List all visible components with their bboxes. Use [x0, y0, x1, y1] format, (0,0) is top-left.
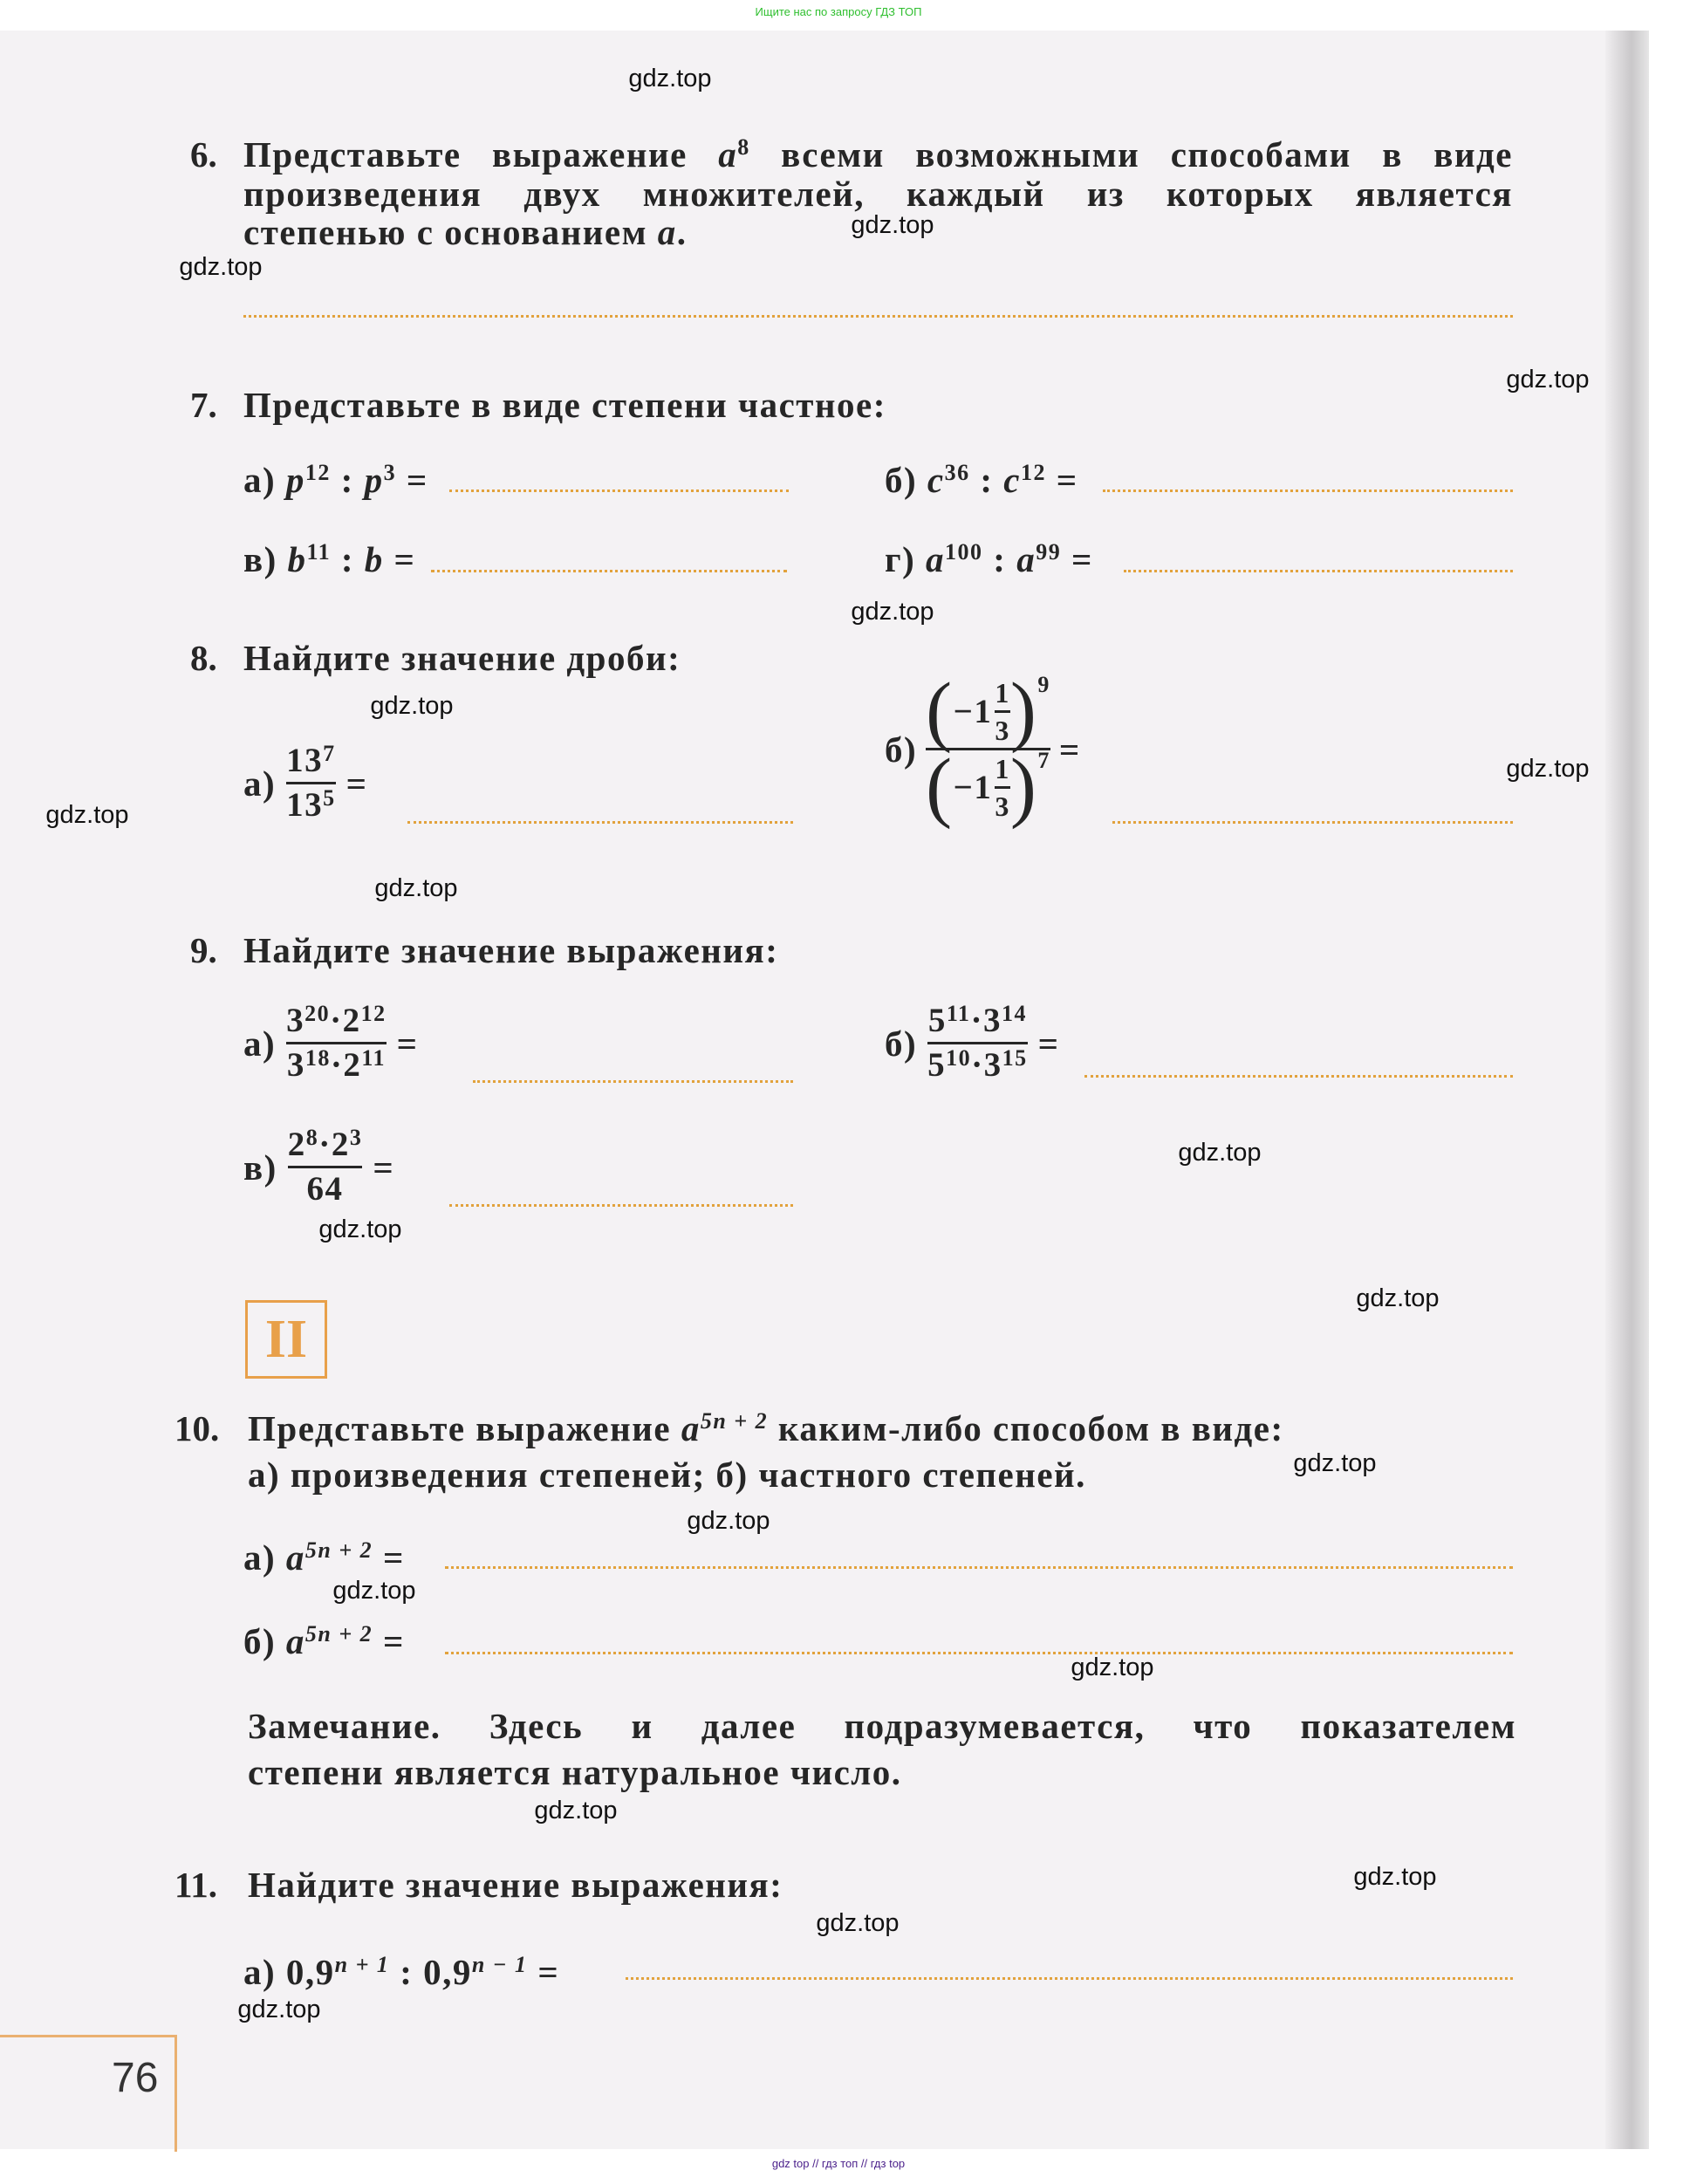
q7-title: Представьте в виде степени частное:	[243, 385, 886, 425]
exp: 7	[1037, 748, 1050, 773]
q11-number: 11.	[174, 1865, 217, 1905]
exp: 7	[323, 741, 336, 766]
base: 3	[286, 1002, 305, 1039]
exp: 99	[1036, 539, 1062, 565]
textbook-page	[0, 31, 1630, 2149]
base: 2	[342, 1002, 361, 1039]
q7b	[885, 459, 1078, 501]
base: 2	[343, 1046, 362, 1084]
exp: 5n + 2	[304, 1621, 373, 1647]
eq: =	[382, 1621, 405, 1661]
exp: 11	[306, 539, 332, 565]
label: а)	[243, 1537, 277, 1578]
eq: =	[406, 460, 428, 500]
q10-var: a	[681, 1408, 701, 1448]
page-number: 76	[112, 2055, 159, 2101]
base: 0,9	[285, 1952, 335, 1992]
base: c	[927, 460, 945, 500]
q11a-answer-line[interactable]	[626, 1977, 1513, 1980]
exp: 100	[945, 539, 983, 565]
q6-number: 6.	[190, 134, 217, 175]
exp: 5n + 2	[304, 1537, 373, 1563]
base: 3	[286, 1046, 305, 1084]
label: б)	[885, 729, 918, 770]
op: ·	[318, 1126, 332, 1163]
base: 5	[927, 1002, 947, 1039]
base: p	[364, 460, 384, 500]
watermark: gdz.top	[1178, 1139, 1262, 1167]
q10-line2: а) произведения степеней; б) частного степеней.	[248, 1455, 1086, 1495]
label: б)	[885, 1023, 918, 1064]
eq: =	[537, 1952, 560, 1992]
base: a	[1016, 539, 1036, 579]
exp: n − 1	[471, 1952, 528, 1977]
watermark: gdz.top	[851, 598, 934, 626]
base: 13	[286, 786, 324, 824]
label: в)	[243, 1147, 277, 1188]
op: ·	[970, 1002, 983, 1039]
q6-line1	[243, 134, 1513, 175]
eq: =	[396, 1023, 419, 1064]
q8b-answer-line[interactable]	[1112, 821, 1513, 824]
q10a-answer-line[interactable]	[445, 1566, 1513, 1569]
q6-text: Представьте выражение	[243, 134, 719, 175]
watermark: gdz.top	[237, 1996, 321, 2023]
base: 13	[286, 742, 324, 779]
exp: 12	[360, 1001, 387, 1026]
base: a	[926, 539, 946, 579]
watermark: gdz.top	[1071, 1653, 1154, 1681]
base: 2	[287, 1126, 306, 1163]
q7c-answer-line[interactable]	[431, 570, 787, 572]
label: в)	[243, 539, 277, 579]
exp: 5	[323, 785, 336, 811]
q6-text: .	[676, 212, 688, 252]
watermark: gdz.top	[45, 801, 129, 829]
q7d	[885, 538, 1093, 580]
eq: =	[393, 539, 416, 579]
q9a-answer-line[interactable]	[473, 1080, 793, 1083]
q9c	[243, 1126, 394, 1208]
watermark: gdz.top	[816, 1909, 900, 1937]
eq: =	[1037, 1023, 1060, 1064]
label: а)	[243, 460, 277, 500]
base: b	[287, 539, 307, 579]
q10-number: 10.	[174, 1408, 220, 1448]
eq: =	[1058, 729, 1081, 770]
watermark: gdz.top	[1506, 755, 1590, 783]
q10-text: каким-либо способом в виде:	[768, 1408, 1284, 1448]
fraction	[286, 1002, 387, 1085]
watermark: gdz.top	[1293, 1449, 1377, 1477]
bottom-banner[interactable]: gdz top // гдз топ // гдз top	[771, 2157, 906, 2170]
q9c-answer-line[interactable]	[449, 1204, 793, 1207]
watermark: gdz.top	[374, 874, 458, 902]
q6-answer-line[interactable]	[243, 315, 1513, 318]
q9a	[243, 1002, 419, 1085]
label: а)	[243, 1023, 277, 1064]
watermark: gdz.top	[851, 211, 934, 239]
fraction-den: 3	[995, 790, 1010, 822]
q9b	[885, 1002, 1060, 1085]
whole: −1	[953, 768, 993, 806]
base: a	[285, 1537, 305, 1578]
op: :	[340, 539, 355, 579]
base: 5	[927, 1046, 947, 1084]
watermark: gdz.top	[1356, 1284, 1440, 1312]
op: :	[980, 460, 994, 500]
whole: −1	[953, 692, 993, 730]
base: p	[285, 460, 305, 500]
base: 2	[331, 1126, 350, 1163]
q6-var: a	[657, 212, 677, 252]
op: ·	[330, 1002, 343, 1039]
q6-var: a	[718, 134, 738, 175]
fraction-den: 3	[995, 714, 1010, 746]
base: 0,9	[423, 1952, 472, 1992]
q6-text: степенью с основанием	[243, 212, 658, 252]
label: г)	[885, 539, 916, 579]
exp: 36	[944, 460, 970, 485]
exp: 12	[1020, 460, 1046, 485]
eq: =	[1071, 539, 1093, 579]
base: 3	[983, 1046, 1002, 1084]
q10-line1	[248, 1407, 1284, 1449]
op: :	[993, 539, 1007, 579]
q6-line3	[243, 211, 688, 253]
op: ·	[971, 1046, 984, 1084]
op: :	[400, 1952, 414, 1992]
q9b-answer-line[interactable]	[1084, 1075, 1513, 1078]
op: :	[340, 460, 354, 500]
exp: n + 1	[334, 1952, 390, 1977]
exp: 12	[304, 460, 331, 485]
exp: 20	[304, 1001, 331, 1026]
exp: 11	[361, 1045, 386, 1071]
fraction-num: 1	[995, 676, 1010, 709]
denominator: 64	[306, 1170, 344, 1208]
fraction	[927, 1002, 1028, 1085]
exp: 11	[946, 1001, 971, 1026]
q8a	[243, 742, 368, 825]
top-banner[interactable]: Ищите нас по запросу ГДЗ ТОП	[755, 5, 922, 18]
fraction	[288, 1126, 363, 1208]
base: b	[364, 539, 384, 579]
eq: =	[345, 763, 368, 804]
base: 3	[982, 1002, 1002, 1039]
watermark: gdz.top	[332, 1577, 416, 1605]
q11a	[243, 1951, 559, 1993]
label: а)	[243, 1952, 277, 1992]
eq: =	[382, 1537, 405, 1578]
exp: 15	[1002, 1045, 1028, 1071]
watermark: gdz.top	[1353, 1863, 1437, 1891]
q7-number: 7.	[190, 385, 217, 425]
exp: 10	[946, 1045, 972, 1071]
base: c	[1003, 460, 1021, 500]
eq: =	[373, 1147, 395, 1188]
exp: 8	[305, 1125, 319, 1150]
q6-text: всеми возможными способами в виде	[749, 134, 1513, 175]
q10-exp: 5n + 2	[700, 1408, 769, 1434]
q10b	[243, 1620, 405, 1662]
remark-line1: Замечание. Здесь и далее подразумевается, что показателем	[248, 1706, 1516, 1746]
fraction: ( −1 1 3 ) $^9$ ( −1 1 3 ) $^7$	[926, 668, 1050, 830]
base: a	[285, 1621, 305, 1661]
watermark: gdz.top	[628, 65, 712, 92]
q7a	[243, 459, 428, 501]
page-edge-shadow	[1605, 31, 1649, 2149]
fraction	[286, 742, 336, 825]
q9-title: Найдите значение выражения:	[243, 930, 779, 970]
q6-line2: произведения двух множителей, каждый из которых является	[243, 174, 1513, 214]
fraction-num: 1	[995, 752, 1010, 784]
q10b-answer-line[interactable]	[445, 1652, 1513, 1654]
q9-number: 9.	[190, 930, 217, 970]
watermark: gdz.top	[370, 692, 454, 720]
exp: 3	[383, 460, 397, 485]
section-level-badge: II	[245, 1300, 327, 1379]
watermark: gdz.top	[318, 1215, 402, 1243]
watermark: gdz.top	[687, 1507, 770, 1535]
watermark: gdz.top	[1506, 366, 1590, 394]
remark-line2: степени является натуральное число.	[248, 1752, 902, 1792]
q7c	[243, 538, 415, 580]
label: б)	[885, 460, 918, 500]
exp: 14	[1001, 1001, 1027, 1026]
q8b	[885, 668, 1081, 830]
q7a-answer-line[interactable]	[449, 490, 789, 492]
q7d-answer-line[interactable]	[1124, 570, 1513, 572]
exp: 9	[1037, 672, 1050, 697]
q10-text: Представьте выражение	[248, 1408, 681, 1448]
q10a	[243, 1537, 405, 1578]
label: б)	[243, 1621, 277, 1661]
watermark: gdz.top	[179, 253, 263, 281]
label: а)	[243, 763, 277, 804]
q6-exp: 8	[737, 134, 750, 160]
watermark: gdz.top	[534, 1797, 618, 1825]
q11-title: Найдите значение выражения:	[248, 1865, 783, 1905]
op: ·	[330, 1046, 344, 1084]
exp: 18	[304, 1045, 331, 1071]
q8a-answer-line[interactable]	[407, 821, 793, 824]
q8-title: Найдите значение дроби:	[243, 638, 681, 678]
eq: =	[1056, 460, 1078, 500]
exp: 3	[349, 1125, 363, 1150]
q7b-answer-line[interactable]	[1103, 490, 1513, 492]
q8-number: 8.	[190, 638, 217, 678]
